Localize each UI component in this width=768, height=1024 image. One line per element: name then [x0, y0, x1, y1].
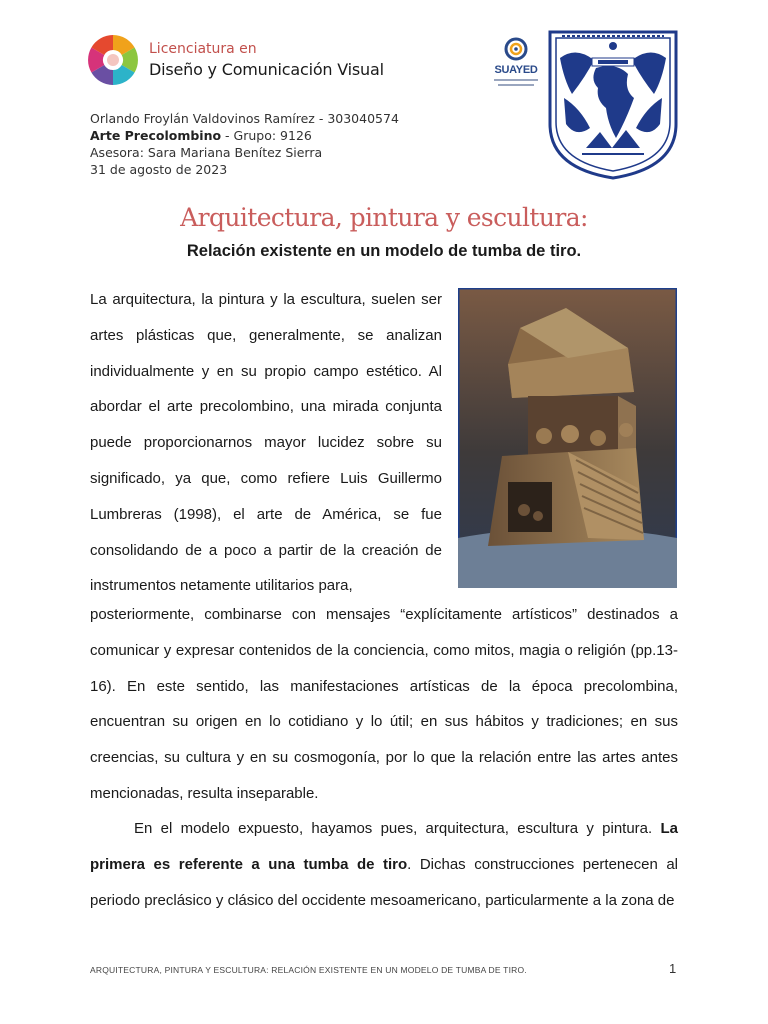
course-group: - Grupo: 9126 — [221, 128, 312, 143]
date-line: 31 de agosto de 2023 — [90, 162, 228, 177]
suayed-tagline — [498, 84, 534, 86]
paragraph-2 — [90, 811, 678, 918]
suayed-tagline — [494, 79, 538, 81]
page-number: 1 — [669, 961, 677, 976]
unam-seal-icon — [546, 28, 680, 180]
suayed-logo — [490, 36, 542, 92]
paragraph-2-text: . Dichas construcciones pertenecen al periodo preclásico y clásico del occidente mesoamericano, particularmente a la zona de — [90, 855, 678, 909]
tomb-model-photo — [458, 288, 677, 588]
licenciatura-logo-icon — [87, 34, 139, 86]
running-footer: ARQUITECTURA, PINTURA Y ESCULTURA: RELACIÓN EXISTENTE EN UN MODELO DE TUMBA DE TIRO. — [90, 965, 527, 975]
paragraph-2-text: En el modelo expuesto, hayamos pues, arquitectura, escultura y pintura. — [134, 820, 661, 837]
paragraph-1-part-1: La arquitectura, la pintura y la escultura, suelen ser artes plásticas que, generalmente, se analizan individualmente y en su propio campo estético. Al abordar el arte precolombino, una mirada conjunta puede proporcionarnos mayor lucidez sobre su significado, ya que, como refiere Luis Guillermo Lumbreras (1998), el arte de América, se fue consolidando de a poco a partir de la creación de instrumentos netamente utilitarios para, — [90, 291, 442, 595]
course-name: Arte Precolombino — [90, 128, 222, 143]
document-subtitle: Relación existente en un modelo de tumba de tiro. — [186, 242, 582, 260]
paragraph-2-emphasis: La primera es referente a una tumba de tiro — [90, 820, 678, 873]
advisor-line: Asesora: Sara Mariana Benítez Sierra — [90, 145, 323, 160]
suayed-wordmark: SUAYED — [494, 64, 538, 76]
program-label: Licenciatura en — [149, 41, 257, 57]
author-line: Orlando Froylán Valdovinos Ramírez - 303040574 — [90, 111, 399, 126]
course-line — [90, 128, 312, 143]
program-name: Diseño y Comunicación Visual — [149, 60, 384, 79]
paragraph-1-part-2: posteriormente, combinarse con mensajes “explícitamente artísticos” destinados a comunicar y expresar contenidos de la conciencia, como mitos, magia o religión (pp.13-16). En este sentido, las manifestaciones artísticas de la época precolombina, encuentran su origen en lo cotidiano y lo útil; en sus hábitos y tradiciones; en sus creencias, su cultura y en su cosmogonía, por lo que la relación entre las artes antes mencionadas, resulta inseparable. — [90, 606, 678, 802]
suayed-emblem-icon — [490, 36, 542, 64]
document-title: Arquitectura, pintura y escultura: — [180, 203, 588, 232]
